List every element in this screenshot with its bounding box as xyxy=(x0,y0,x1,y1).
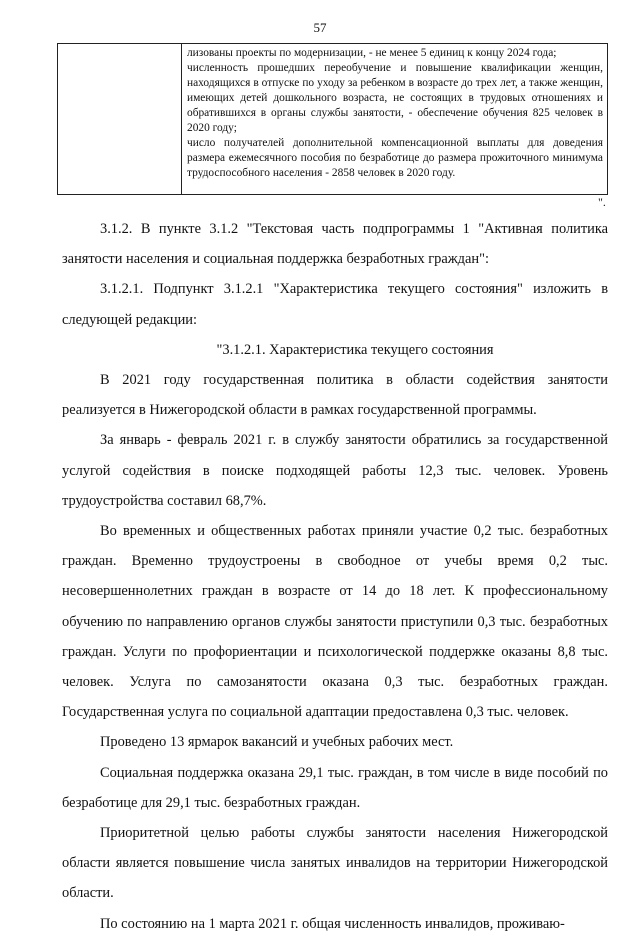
document-body xyxy=(62,214,608,939)
continuation-table xyxy=(57,43,608,195)
paragraph: Во временных и общественных работах приняли участие 0,2 тыс. безработных граждан. Временно трудоустроены в свободное от учебы время 0,2 тыс. несовершеннолетних граждан в возрасте от 14 до 18 лет. К профессиональному обучению по направлению органов службы занятости приступили 0,3 тыс. безработных граждан. Услуги по профориентации и психологической поддержке оказаны 8,8 тыс. человек. Услуга по самозанятости оказана 0,3 тыс. безработных граждан. Государственная услуга по социальной адаптации предоставлена 0,3 тыс. человек. xyxy=(62,523,608,721)
paragraph: В 2021 году государственная политика в области содействия занятости реализуется в Нижегородской области в рамках государственной программы. xyxy=(62,372,608,419)
paragraph: Проведено 13 ярмарок вакансий и учебных рабочих мест. xyxy=(100,734,454,751)
paragraph: По состоянию на 1 марта 2021 г. общая численность инвалидов, проживаю- xyxy=(100,915,565,932)
table-cell-text xyxy=(182,44,607,194)
table-cell-paragraph: численность прошедших переобучение и повышение квалификации женщин, находящихся в отпуске по уходу за ребенком в возрасте до трех лет, а также женщин, имеющих детей дошкольного возраста, не состоящих в трудовых отношениях и обратившихся в органы службы занятости, - обеспечение обучения 825 человек в 2020 году; xyxy=(187,62,603,134)
paragraph: 3.1.2.1. Подпункт 3.1.2.1 "Характеристика текущего состояния" изложить в следующей редакции: xyxy=(62,281,608,328)
page-number: 57 xyxy=(313,20,327,35)
paragraph: За январь - февраль 2021 г. в службу занятости обратились за государственной услугой содействия в поиске подходящей работы 12,3 тыс. человек. Уровень трудоустройства составил 68,7%. xyxy=(62,432,608,509)
closing-quote: ". xyxy=(598,195,606,209)
table-cell-paragraph: число получателей дополнительной компенсационной выплаты для доведения размера ежемесячного пособия по безработице до размера прожиточного минимума трудоспособного населения - 2858 человек в 2020 году. xyxy=(187,137,603,179)
table-cell-empty xyxy=(58,44,182,194)
paragraph: 3.1.2. В пункте 3.1.2 "Текстовая часть подпрограммы 1 "Активная политика занятости населения и социальная поддержка безработных граждан": xyxy=(62,221,608,268)
section-heading: "3.1.2.1. Характеристика текущего состояния xyxy=(216,341,494,358)
table-cell-paragraph: лизованы проекты по модернизации, - не менее 5 единиц к концу 2024 года; xyxy=(187,47,557,59)
paragraph: Приоритетной целью работы службы занятости населения Нижегородской области является повышение числа занятых инвалидов на территории Нижегородской области. xyxy=(62,825,608,902)
paragraph: Социальная поддержка оказана 29,1 тыс. граждан, в том числе в виде пособий по безработице для 29,1 тыс. безработных граждан. xyxy=(62,764,608,811)
